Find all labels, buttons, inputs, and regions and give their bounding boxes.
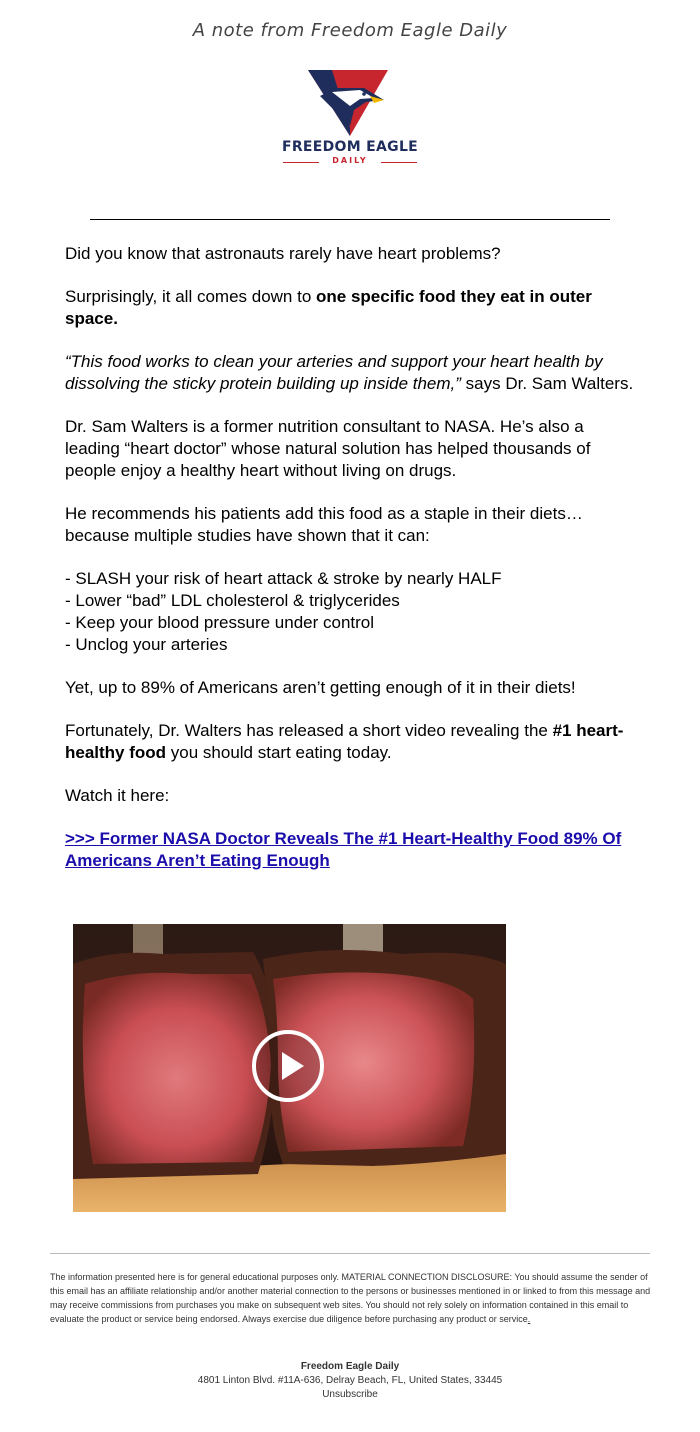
disclaimer-link[interactable]: . bbox=[527, 1314, 531, 1324]
list-item: - Unclog your arteries bbox=[65, 635, 228, 654]
bold-text: #1 heart-healthy food bbox=[65, 721, 624, 762]
paragraph-fortunately: Fortunately, Dr. Walters has released a short video revealing the #1 heart-healthy food you should start eating today. bbox=[65, 721, 624, 762]
paragraph-watch: Watch it here: bbox=[65, 786, 170, 805]
list-item: - SLASH your risk of heart attack & stroke by nearly HALF bbox=[65, 569, 502, 588]
quote-text: “This food works to clean your arteries and support your heart health by dissolving the sticky protein building up inside them,” bbox=[65, 352, 603, 393]
disclaimer: The information presented here is for general educational purposes only. MATERIAL CONNECTION DISCLOSURE: You should assume the sender of this email has an affiliate relationship and/or another material connection to the persons or businesses mentioned in or linked to from this message and may receive commissions from purchases you make on subsequent web sites. You should not rely solely on information contained in this email to evaluate the product or service being endorsed. Always exercise due diligence before purchasing any product or service. bbox=[50, 1272, 651, 1324]
sender-note: A note from Freedom Eagle Daily bbox=[192, 20, 508, 41]
footer-company: Freedom Eagle Daily bbox=[300, 1361, 400, 1372]
header-divider bbox=[90, 219, 610, 220]
logo-subtitle: DAILY bbox=[332, 156, 368, 165]
logo-title: FREEDOM EAGLE bbox=[281, 139, 419, 155]
footer-divider bbox=[50, 1253, 650, 1254]
paragraph-stat: Yet, up to 89% of Americans aren’t getting enough of it in their diets! bbox=[65, 678, 576, 697]
logo-divider-right bbox=[381, 162, 417, 163]
paragraph-surprise: Surprisingly, it all comes down to one specific food they eat in outer space. bbox=[65, 287, 592, 328]
video-link[interactable]: >>> Former NASA Doctor Reveals The #1 Heart-Healthy Food 89% Of Americans Aren’t Eating Enough bbox=[65, 829, 622, 870]
list-item: - Lower “bad” LDL cholesterol & triglycerides bbox=[65, 591, 400, 610]
footer-address: 4801 Linton Blvd. #11A-636, Delray Beach, FL, United States, 33445 bbox=[197, 1375, 503, 1386]
list-item: - Keep your blood pressure under control bbox=[65, 613, 375, 632]
email-body bbox=[65, 243, 640, 893]
benefit-list bbox=[65, 568, 640, 656]
bold-text: one specific food they eat in outer space. bbox=[65, 287, 592, 328]
paragraph-intro: Did you know that astronauts rarely have heart problems? bbox=[65, 244, 501, 263]
paragraph-doctor: Dr. Sam Walters is a former nutrition consultant to NASA. He’s also a leading “heart doctor” whose natural solution has helped thousands of people enjoy a healthy heart without living on drugs. bbox=[65, 417, 591, 480]
play-icon bbox=[282, 1052, 304, 1080]
unsubscribe-link[interactable]: Unsubscribe bbox=[322, 1389, 378, 1400]
footer bbox=[0, 1360, 700, 1402]
paragraph-recommend: He recommends his patients add this food as a staple in their diets… because multiple studies have shown that it can: bbox=[65, 504, 583, 545]
play-button[interactable] bbox=[252, 1030, 324, 1102]
paragraph-link bbox=[65, 828, 640, 872]
paragraph-quote: “This food works to clean your arteries and support your heart health by dissolving the sticky protein building up inside them,” says Dr. Sam Walters. bbox=[65, 352, 634, 393]
